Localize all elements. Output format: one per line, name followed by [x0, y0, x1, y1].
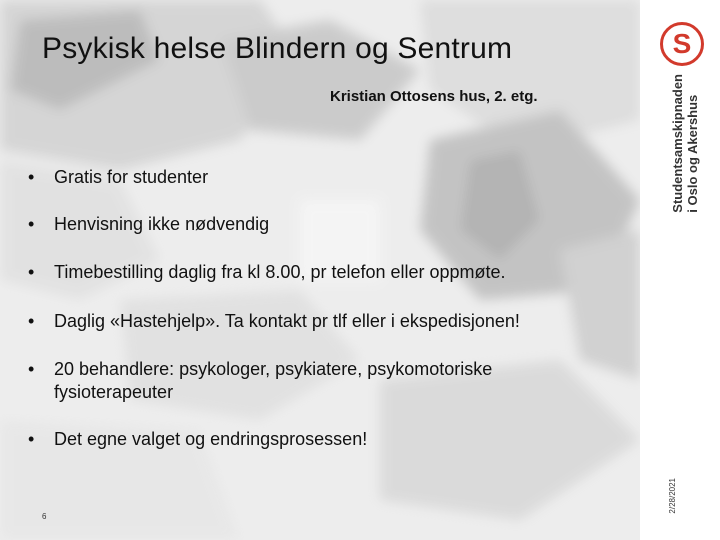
bullet-text: Henvisning ikke nødvendig: [54, 214, 270, 234]
slide-title: Psykisk helse Blindern og Sentrum: [42, 32, 513, 65]
bullet-text: Timebestilling daglig fra kl 8.00, pr telefon eller oppmøte.: [54, 262, 506, 282]
logo-line-1: Studentsamskipnaden: [670, 74, 685, 213]
bullet-item: [28, 428, 628, 451]
bullet-marker: •: [28, 262, 35, 282]
bullet-item: [28, 310, 628, 333]
bullet-marker: •: [28, 429, 35, 449]
bullet-item: [28, 261, 628, 284]
bullet-text: Gratis for studenter: [54, 167, 209, 187]
logo-wordmark: [670, 74, 700, 213]
logo-letter: S: [672, 28, 692, 59]
bullet-text: Det egne valget og endringsprosessen!: [54, 429, 368, 449]
bullet-marker: •: [28, 359, 35, 379]
page-number: 6: [42, 512, 47, 521]
bullet-text: Daglig «Hastehjelp». Ta kontakt pr tlf eller i ekspedisjonen!: [54, 311, 520, 331]
bullet-marker: •: [28, 311, 35, 331]
organization-logo: [656, 18, 708, 218]
slide-subtitle: Kristian Ottosens hus, 2. etg.: [330, 88, 538, 105]
logo-line-2: i Oslo og Akershus: [685, 94, 700, 213]
bullet-item: [28, 358, 628, 404]
bullet-marker: •: [28, 167, 35, 187]
logo-s-icon: [660, 22, 704, 66]
bullet-marker: •: [28, 214, 35, 234]
bullet-text: 20 behandlere: psykologer, psykiatere, psykomotoriske fysioterapeuter: [54, 359, 493, 402]
slide-date: 2/28/2021: [668, 478, 677, 514]
bullet-item: [28, 166, 628, 189]
bullet-item: [28, 213, 628, 236]
